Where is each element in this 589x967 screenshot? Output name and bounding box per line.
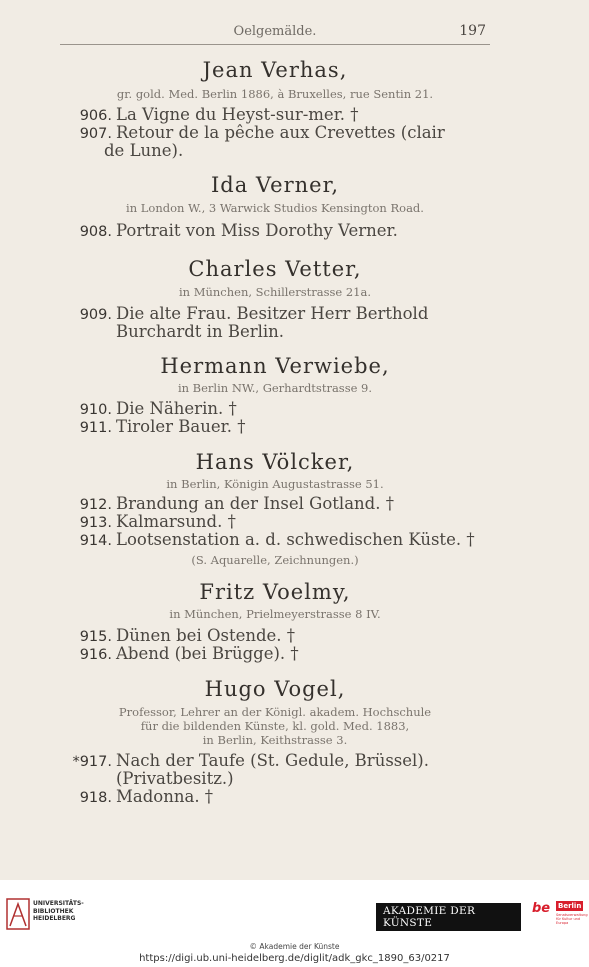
entry-title: Die Näherin. †	[116, 399, 237, 418]
entry-number: 918.	[79, 790, 112, 806]
artist-info: Professor, Lehrer an der Königl. akadem. Hochschule	[118, 705, 432, 719]
berlin-subtitle: Senatsverwaltung für Kultur und Europa	[556, 913, 588, 925]
logo-line: UNIVERSITÄTS-	[33, 900, 84, 907]
university-library-name	[33, 900, 84, 923]
running-head	[60, 24, 490, 45]
logo-line: HEIDELBERG	[33, 915, 76, 922]
entry-title: Retour de la pêche aux Crevettes (clair	[116, 123, 445, 142]
entry-number: 913.	[79, 515, 112, 531]
entry-title: Brandung an der Insel Gotland. †	[116, 494, 394, 513]
entry-number: 910.	[79, 402, 112, 418]
artist-info: in Berlin NW., Gerhardtstrasse 9.	[177, 381, 373, 395]
artist-name: Hermann Verwiebe,	[160, 354, 390, 378]
footer-bar	[0, 880, 589, 967]
heidelberg-seal-icon	[6, 898, 30, 930]
entry-number: 914.	[79, 533, 112, 549]
entry-title: Portrait von Miss Dorothy Verner.	[116, 221, 398, 240]
entry-title: Madonna. †	[116, 787, 214, 806]
page-number: 197	[459, 23, 486, 39]
artist-info: gr. gold. Med. Berlin 1886, à Bruxelles, rue Sentin 21.	[116, 87, 434, 101]
entry-number: 911.	[79, 420, 112, 436]
artist-name: Ida Verner,	[211, 173, 339, 197]
artist-info: in München, Prielmeyerstrasse 8 IV.	[169, 607, 381, 621]
entry-title: Dünen bei Ostende. †	[116, 626, 296, 645]
entry-title: La Vigne du Heyst-sur-mer. †	[116, 105, 359, 124]
permalink-url[interactable]: https://digi.ub.uni-heidelberg.de/diglit/adk_gkc_1890_63/0217	[139, 953, 450, 964]
entry-number: 907.	[79, 126, 112, 142]
copyright-notice: © Akademie der Künste	[249, 942, 340, 951]
logo-line: BIBLIOTHEK	[33, 907, 74, 915]
entry-title: Burchardt in Berlin.	[116, 322, 285, 341]
entry-title: Nach der Taufe (St. Gedule, Brüssel).	[116, 751, 429, 770]
berlin-label: Berlin	[558, 902, 582, 910]
entry-number: 916.	[79, 647, 112, 663]
artist-name: Jean Verhas,	[202, 58, 348, 82]
entry-number: 915.	[79, 629, 112, 645]
artist-name: Hans Völcker,	[195, 450, 355, 474]
university-library-logo[interactable]	[6, 898, 96, 938]
artist-info: in London W., 3 Warwick Studios Kensington Road.	[126, 201, 424, 215]
entry-number: 912.	[79, 497, 112, 513]
entry-title: Kalmarsund. †	[116, 512, 236, 531]
entry-title: Tiroler Bauer. †	[116, 417, 246, 436]
artist-info: in Berlin, Keithstrasse 3.	[202, 733, 348, 747]
entry-title: Lootsenstation a. d. schwedischen Küste. †	[116, 530, 475, 549]
cross-reference-note: (S. Aquarelle, Zeichnungen.)	[191, 553, 359, 567]
artist-name: Hugo Vogel,	[204, 677, 346, 701]
entry-title: (Privatbesitz.)	[116, 769, 234, 788]
artist-info: für die bildenden Künste, kl. gold. Med. 1883,	[140, 719, 410, 733]
entry-number: 909.	[79, 307, 112, 323]
running-head-title: Oelgemälde.	[233, 24, 317, 39]
akademie-der-kuenste-logo[interactable]	[375, 903, 522, 931]
artist-info: in München, Schillerstrasse 21a.	[178, 285, 372, 299]
artist-info: in Berlin, Königin Augustastrasse 51.	[166, 477, 384, 491]
entry-title: Abend (bei Brügge). †	[116, 644, 299, 663]
entry-number: 908.	[79, 224, 112, 240]
entry-number: *917.	[72, 754, 112, 770]
entry-number: 906.	[79, 108, 112, 124]
entry-title: de Lune).	[104, 141, 184, 160]
berlin-be-mark: be	[532, 901, 551, 916]
artist-name: Charles Vetter,	[188, 257, 362, 281]
berlin-senate-logo[interactable]	[530, 898, 588, 932]
entry-title: Die alte Frau. Besitzer Herr Berthold	[116, 304, 429, 323]
akademie-label: AKADEMIE DER KÜNSTE	[375, 901, 522, 933]
artist-name: Fritz Voelmy,	[199, 580, 351, 604]
